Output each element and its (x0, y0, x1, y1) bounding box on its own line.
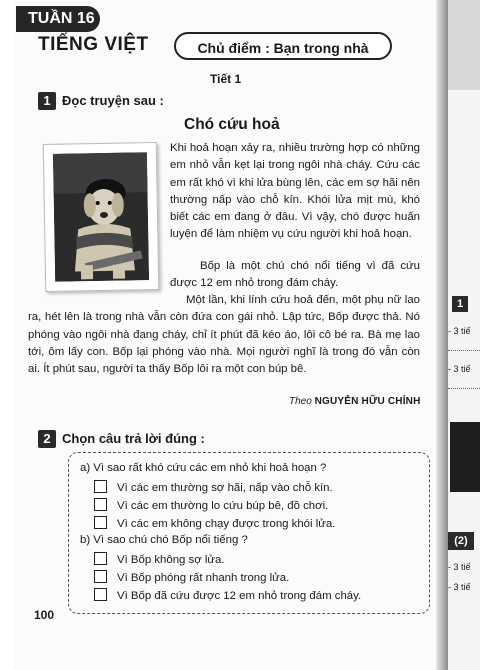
task2-heading (38, 430, 205, 448)
option-b1 (94, 552, 225, 566)
left-page (14, 0, 436, 670)
option-b2 (94, 570, 289, 584)
author-prefix: Theo (289, 396, 312, 407)
right-page-image (450, 422, 480, 492)
option-a3-label: Vì các em không chạy được trong khói lửa. (117, 518, 336, 530)
option-b2-label: Vì Bốp phóng rất nhanh trong lửa. (117, 572, 290, 584)
option-a1-label: Vì các em thường sợ hãi, nấp vào chỗ kín. (117, 482, 333, 494)
checkbox-a1[interactable] (94, 480, 107, 493)
question-b: b) Vì sao chú chó Bốp nổi tiếng ? (80, 534, 248, 546)
right-line-1: - 3 tiế (448, 326, 471, 336)
story-paragraph-1: Khi hoả hoạn xảy ra, nhiều trường hợp có những em nhỏ vẫn kẹt lại trong ngôi nhà cháy. Cứu các em rất khó vì khi lửa bùng lên, các em sợ hãi nên thường nấp vào chỗ kín. Khói lửa mịt mù, khó biết các em đang ở đâu. Vì vậy, chó được huấn luyện để làm nhiệm vụ cứu người khi hoả hoạn. (170, 142, 420, 241)
task1-label: Đọc truyện sau : (62, 93, 164, 108)
author-name: NGUYỄN HỮU CHỈNH (314, 396, 421, 407)
right-dotted-line-2 (448, 388, 480, 389)
right-page (448, 0, 480, 670)
option-b1-label: Vì Bốp không sợ lửa. (117, 554, 225, 566)
right-task2-number: (2) (448, 532, 474, 550)
subject-title: TIẾNG VIỆT (38, 34, 149, 55)
option-a1 (94, 480, 333, 494)
story-title: Chó cứu hoả (184, 116, 280, 133)
story-paragraph-2: Bốp là một chú chó nổi tiếng vì đã cứu được 12 em nhỏ trong đám cháy. (170, 260, 420, 290)
task1-number: 1 (38, 92, 56, 110)
right-page-header (448, 0, 480, 90)
right-dotted-line-1 (448, 350, 480, 351)
checkbox-a2[interactable] (94, 498, 107, 511)
option-a3 (94, 516, 335, 530)
theme-pill: Chủ điểm : Bạn trong nhà (174, 32, 392, 60)
checkbox-b2[interactable] (94, 570, 107, 583)
option-a2-label: Vì các em thường lo cứu búp bê, đồ chơi. (117, 500, 329, 512)
option-b3-label: Vì Bốp đã cứu được 12 em nhỏ trong đám cháy. (117, 590, 362, 602)
right-line-4: - 3 tiế (448, 582, 471, 592)
dog-photo (43, 142, 160, 292)
option-b3 (94, 588, 361, 602)
task1-heading (38, 92, 164, 110)
right-line-2: - 3 tiế (448, 364, 471, 374)
option-a2 (94, 498, 328, 512)
page-number: 100 (34, 608, 55, 622)
question-a: a) Vì sao rất khó cứu các em nhỏ khi hoả hoạn ? (80, 462, 327, 474)
firefighter-dog-image (53, 152, 149, 282)
checkbox-a3[interactable] (94, 516, 107, 529)
week-tab: TUẦN 16 (16, 6, 100, 32)
lesson-title: Tiết 1 (210, 72, 242, 86)
right-line-3: - 3 tiế (448, 562, 471, 572)
author-credit (289, 396, 421, 407)
checkbox-b1[interactable] (94, 552, 107, 565)
story-paragraph-3: Một lần, khi lính cứu hoả đến, một phụ nữ lao ra, hét lên là trong nhà vẫn còn đứa con gái nhỏ. Lập tức, Bốp được thả. Nó phóng vào ngôi nhà đang cháy, chỉ ít phút đã kéo áo, lôi cô bé ra. Bà mẹ lao tới, ôm lấy con. Bốp lại phóng vào nhà. Mọi người nghĩ là trong đó vẫn còn ai. Ít phút sau, người ta thấy Bốp lôi ra một con búp bê. (28, 294, 420, 376)
task2-label: Chọn câu trả lời đúng : (62, 431, 205, 446)
checkbox-b3[interactable] (94, 588, 107, 601)
task2-number: 2 (38, 430, 56, 448)
right-task1-number: 1 (452, 296, 468, 312)
